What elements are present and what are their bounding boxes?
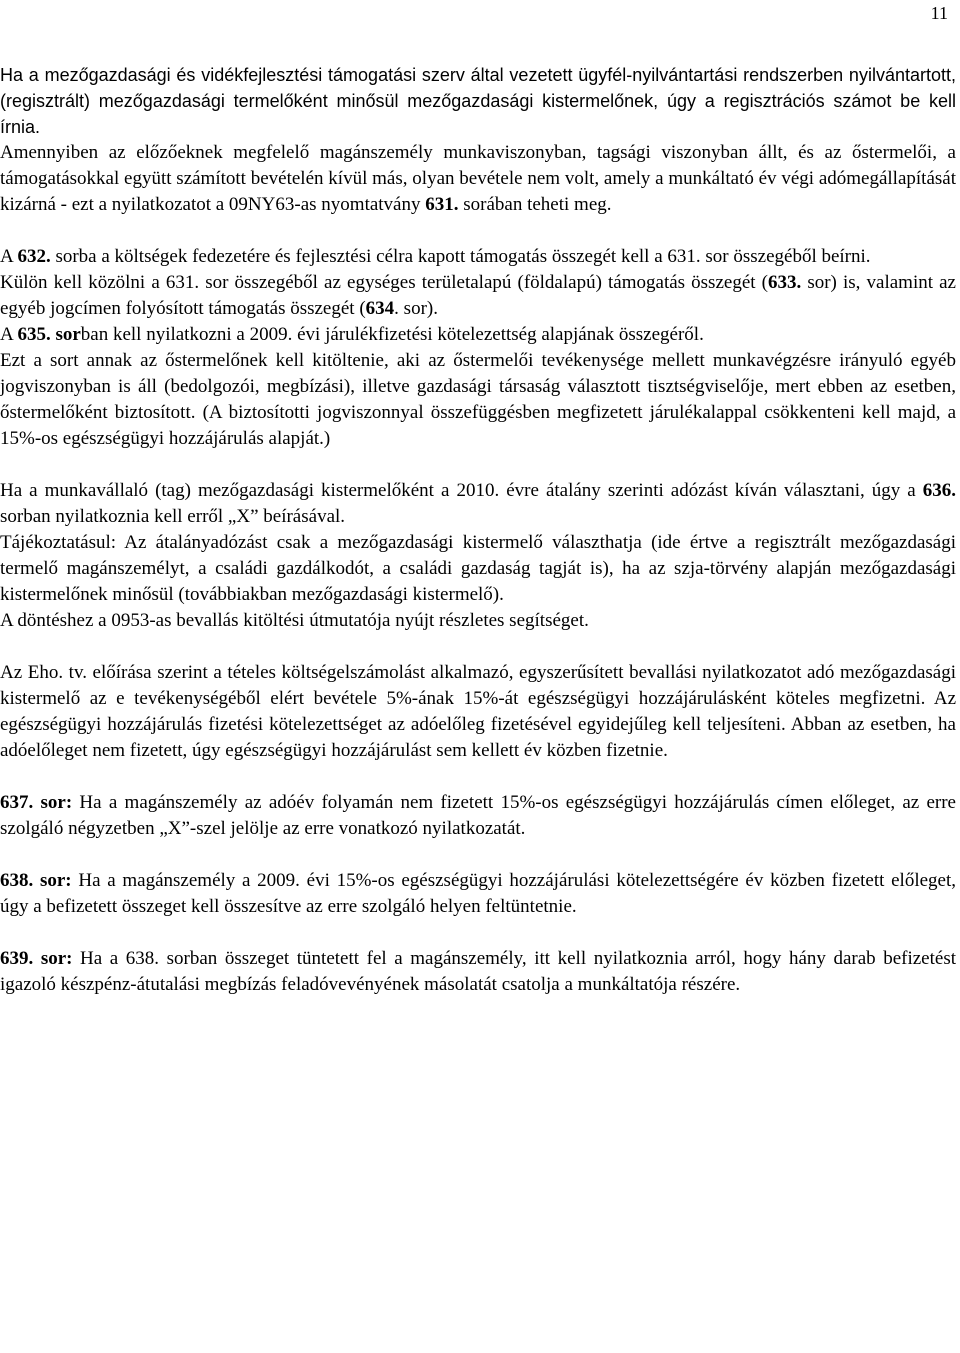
body-text (0, 62, 956, 998)
text-run: Ha a magánszemély a 2009. évi 15%-os egészségügyi hozzájárulási kötelezettségére év közben fizetett előleget, úgy a befizetett összeget kell összesítve az erre szolgáló helyen feltüntetnie. (0, 870, 957, 917)
row-label: 638. sor: (0, 870, 72, 891)
paragraph-639 (0, 946, 956, 998)
row-label: 639. sor: (0, 948, 73, 969)
paragraph-638 (0, 868, 956, 920)
paragraph-registration: Ha a mezőgazdasági és vidékfejlesztési támogatási szerv által vezetett ügyfél-nyilvántartási rendszerben nyilvántartott, (regisztrált) mezőgazdasági termelőként minősül mezőgazdasági kistermelőnek, úgy a regisztrációs számot be kell írnia. (0, 65, 956, 137)
text-run: sorban nyilatkoznia kell erről „X” beírásával. (0, 506, 346, 527)
text-run: Külön kell közölni a 631. sor összegéből az egységes területalapú (földalapú) támogatás összegét ( (0, 272, 768, 293)
page-number: 11 (930, 3, 948, 23)
paragraph-636 (0, 478, 956, 530)
text-run: Ha a magánszemély az adóév folyamán nem fizetett 15%-os egészségügyi hozzájárulás címen előleget, az erre szolgáló négyzetben „X”-szel jelölje az erre vonatkozó nyilatkozatát. (0, 792, 956, 839)
row-label: 637. sor: (0, 792, 73, 813)
paragraph-632 (0, 244, 956, 270)
text-run: Amennyiben az előzőeknek megfelelő magánszemély munkaviszonyban, tagsági viszonyban állt, és az őstermelői, a támogatásokkal együtt számított bevételén kívül más, olyan bevétele nem volt, amely a munkáltató év végi adómegállapítását kizárná - ezt a nyilatkozatot a 09NY63-as nyomtatvány (0, 142, 956, 215)
text-run: A (0, 246, 18, 267)
paragraph-0953: A döntéshez a 0953-as bevallás kitöltési útmutatója nyújt részletes segítséget. (0, 610, 589, 631)
paragraph-eho: Az Eho. tv. előírása szerint a tételes költségelszámolást alkalmazó, egyszerűsített bevallási nyilatkozatot adó mezőgazdasági kistermelő az e tevékenységéből elért bevétele 5%-ának 15%-át egészségügyi hozzájárulásként köteles megfizetni. Az egészségügyi hozzájárulás fizetési kötelezettséget az adóelőleg fizetésével egyidejűleg kell teljesíteni. Abban az esetben, ha adóelőleget nem fizetett, úgy egészségügyi hozzájárulást sem kellett év közben fizetnie. (0, 662, 956, 761)
row-ref: 633. (767, 272, 802, 293)
paragraph-employment (0, 140, 956, 218)
paragraph-info: Tájékoztatásul: Az átalányadózást csak a mezőgazdasági kistermelő választhatja (ide értve a regisztrált mezőgazdasági termelő magánszemélyt, a családi gazdálkodót, a családi gazdaság tagját is), ha az szja-törvény alapján mezőgazdasági kistermelőnek minősül (továbbiakban mezőgazdasági kistermelő). (0, 532, 956, 605)
paragraph-637 (0, 790, 956, 842)
text-run: sor) is, valamint az egyéb jogcímen folyósított támogatás összegét ( (0, 272, 956, 319)
text-run: A (0, 324, 18, 345)
text-run: ban kell nyilatkozni a 2009. évi járulékfizetési kötelezettség alapjának összegéről. (80, 324, 704, 345)
row-ref: 635. sor (17, 324, 81, 345)
text-run: Ha a munkavállaló (tag) mezőgazdasági kistermelőként a 2010. évre átalány szerinti adózást kíván választani, úgy a (0, 480, 923, 501)
row-ref: 632. (17, 246, 51, 267)
text-run: Ha a 638. sorban összeget tüntetett fel a magánszemély, itt kell nyilatkoznia arról, hogy hány darab befizetést igazoló készpénz-átutalási megbízás feladóvevényének másolatát csatolja a munkáltatója részére. (0, 948, 957, 995)
text-run: . sor). (394, 298, 438, 319)
row-ref: 634 (365, 298, 395, 319)
row-ref: 636. (922, 480, 956, 501)
paragraph-635 (0, 322, 956, 348)
text-run: sorában teheti meg. (458, 194, 612, 215)
row-ref: 631. (425, 194, 459, 215)
paragraph-633-634 (0, 270, 956, 322)
text-run: sorba a költségek fedezetére és fejlesztési célra kapott támogatás összegét kell a 631. sor összegéből beírni. (50, 246, 871, 267)
paragraph-insured: Ezt a sort annak az őstermelőnek kell kitöltenie, aki az őstermelői tevékenysége mellett munkavégzésre irányuló egyéb jogviszonyban is áll (bedolgozói, megbízási), illetve gazdasági társaság választott tisztségviselője, mert ebben az esetben, őstermelőként biztosított. (A biztosítotti jogviszonnyal összefüggésben megfizetett járulékalappal csökkenteni kell majd, a 15%-os egészségügyi hozzájárulás alapját.) (0, 350, 956, 449)
